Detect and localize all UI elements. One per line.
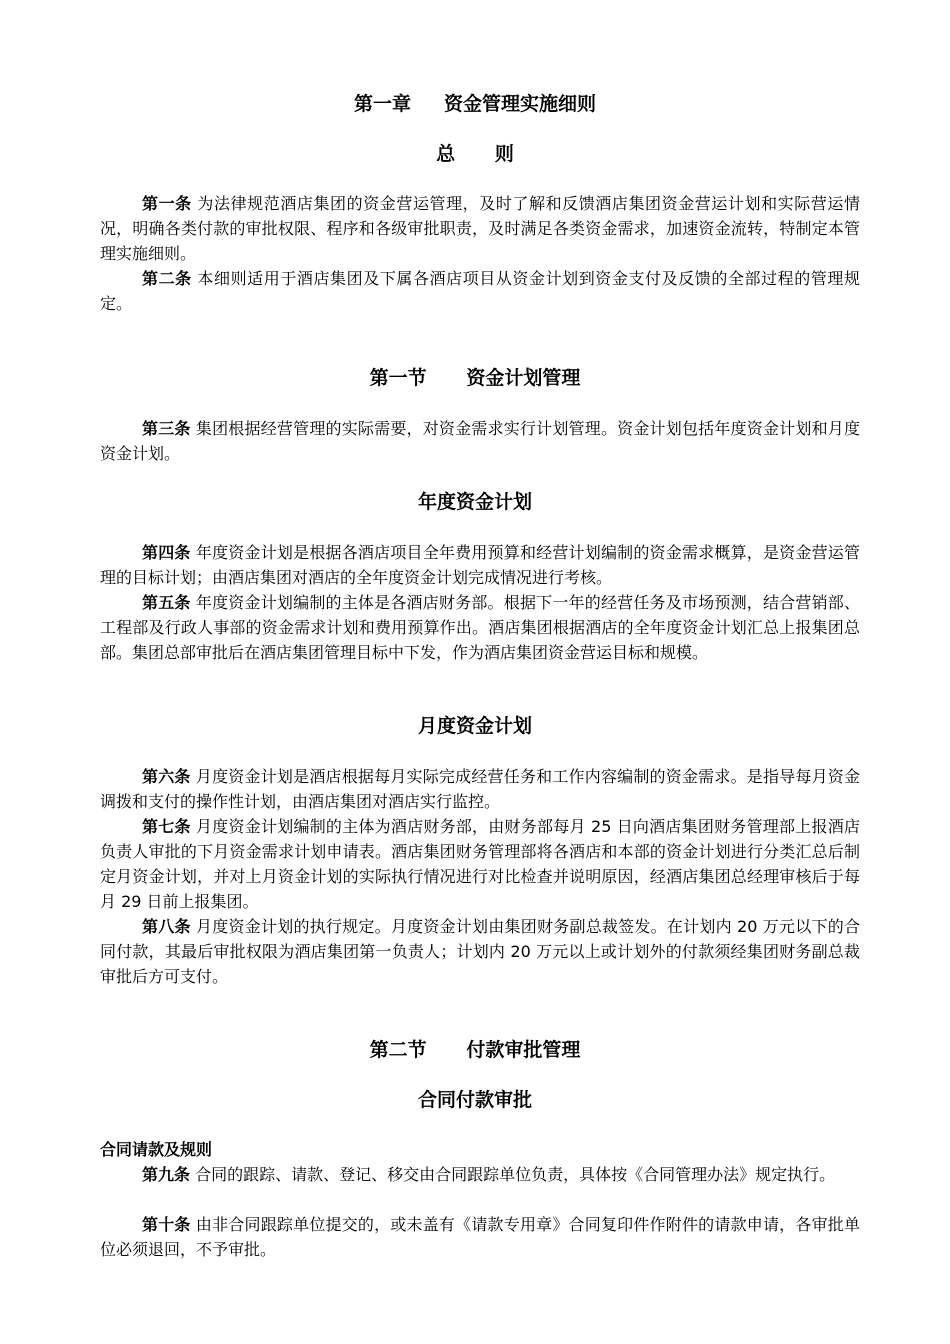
contract-payment-title: 合同付款审批 bbox=[417, 1089, 532, 1111]
article-text: 月度资金计划的执行规定。月度资金计划由集团财务副总裁签发。在计划内 20 万元以下的合同付款，其最后审批权限为酒店集团第一负责人；计划内 20 万元以上或计划外的付款须经集团财务副总裁审批后方可支付。 bbox=[100, 917, 860, 986]
general-provisions-title: 总 则 bbox=[436, 143, 514, 165]
article-text: 集团根据经营管理的实际需要，对资金需求实行计划管理。资金计划包括年度资金计划和月度资金计划。 bbox=[100, 419, 860, 463]
article-text: 由非合同跟踪单位提交的，或未盖有《请款专用章》合同复印件作附件的请款申请，各审批单位必须退回，不予审批。 bbox=[100, 1215, 860, 1259]
article-label: 第一条 bbox=[142, 194, 192, 213]
article-2 bbox=[100, 266, 860, 316]
article-label: 第五条 bbox=[142, 593, 191, 612]
article-label: 第二条 bbox=[142, 269, 192, 288]
article-7 bbox=[100, 814, 860, 914]
article-text: 合同的跟踪、请款、登记、移交由合同跟踪单位负责，具体按《合同管理办法》规定执行。 bbox=[195, 1165, 836, 1184]
article-text: 月度资金计划是酒店根据每月实际完成经营任务和工作内容编制的资金需求。是指导每月资金调拨和支付的操作性计划，由酒店集团对酒店实行监控。 bbox=[100, 767, 860, 811]
article-9 bbox=[100, 1162, 860, 1187]
article-label: 第八条 bbox=[142, 917, 191, 936]
annual-plan-title: 年度资金计划 bbox=[417, 491, 532, 513]
article-label: 第四条 bbox=[142, 543, 191, 562]
section-2-title: 第二节 付款审批管理 bbox=[369, 1039, 581, 1061]
article-text: 年度资金计划是根据各酒店项目全年费用预算和经营计划编制的资金需求概算，是资金营运管理的目标计划；由酒店集团对酒店的全年度资金计划完成情况进行考核。 bbox=[100, 543, 860, 587]
article-3 bbox=[100, 416, 860, 466]
article-5 bbox=[100, 590, 860, 665]
article-text: 年度资金计划编制的主体是各酒店财务部。根据下一年的经营任务及市场预测，结合营销部、工程部及行政人事部的资金需求计划和费用预算作出。酒店集团根据酒店的全年度资金计划汇总上报集团总部。集团总部审批后在酒店集团管理目标中下发，作为酒店集团资金营运目标和规模。 bbox=[100, 593, 860, 662]
section-1-title: 第一节 资金计划管理 bbox=[369, 367, 581, 389]
article-text: 月度资金计划编制的主体为酒店财务部，由财务部每月 25 日向酒店集团财务管理部上报酒店负责人审批的下月资金需求计划申请表。酒店集团财务管理部将各酒店和本部的资金计划进行分类汇总后制定月资金计划，并对上月资金计划的实际执行情况进行对比检查并说明原因，经酒店集团总经理审核后于每月 29 日前上报集团。 bbox=[100, 817, 860, 911]
article-4 bbox=[100, 540, 860, 590]
article-label: 第六条 bbox=[142, 767, 191, 786]
article-label: 第十条 bbox=[142, 1215, 191, 1234]
article-text: 为法律规范酒店集团的资金营运管理，及时了解和反馈酒店集团资金营运计划和实际营运情况，明确各类付款的审批权限、程序和各级审批职责，及时满足各类资金需求，加速资金流转，特制定本管理实施细则。 bbox=[100, 194, 860, 263]
monthly-plan-title: 月度资金计划 bbox=[417, 715, 532, 737]
article-6 bbox=[100, 764, 860, 814]
contract-rules-heading: 合同请款及规则 bbox=[100, 1140, 213, 1159]
chapter-title: 第一章 资金管理实施细则 bbox=[353, 93, 597, 115]
article-8 bbox=[100, 914, 860, 989]
article-label: 第七条 bbox=[142, 817, 191, 836]
article-1 bbox=[100, 191, 860, 266]
article-label: 第九条 bbox=[142, 1165, 191, 1184]
article-label: 第三条 bbox=[142, 419, 191, 438]
article-10 bbox=[100, 1212, 860, 1262]
article-text: 本细则适用于酒店集团及下属各酒店项目从资金计划到资金支付及反馈的全部过程的管理规定。 bbox=[100, 269, 860, 313]
